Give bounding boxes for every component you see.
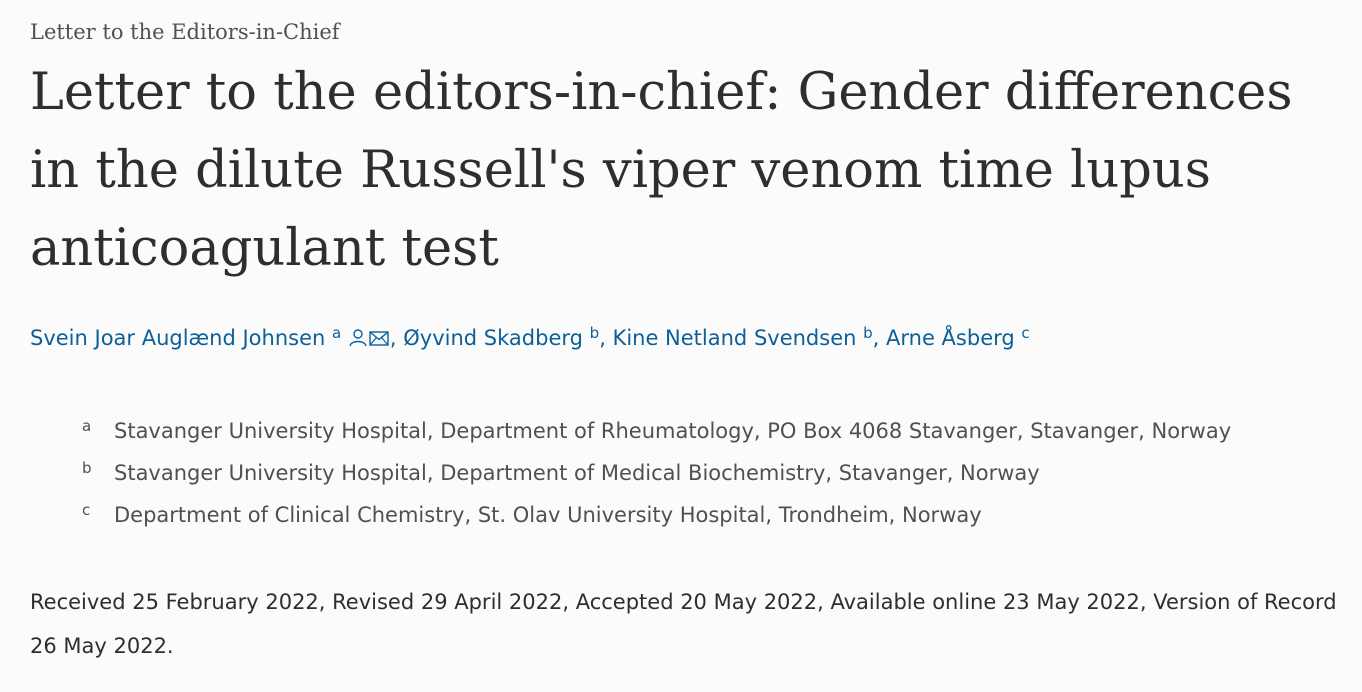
affiliation-item: c Department of Clinical Chemistry, St. Olav University Hospital, Trondheim, Norway	[82, 501, 982, 527]
author-affiliation-sup: a	[332, 324, 342, 342]
author-link-skadberg[interactable]: Øyvind Skadberg	[403, 326, 583, 350]
article-type: Letter to the Editors-in-Chief	[30, 20, 340, 44]
author-affiliation-sup: b	[589, 324, 600, 342]
affiliation-text: Stavanger University Hospital, Department of Rheumatology, PO Box 4068 Stavanger, Stavanger, Norway	[114, 419, 1232, 443]
person-icon[interactable]	[348, 328, 368, 352]
author-link-svendsen[interactable]: Kine Netland Svendsen	[612, 326, 857, 350]
author-affiliation-sup: b	[863, 324, 873, 342]
author-separator: ,	[872, 326, 887, 350]
affiliation-item: b Stavanger University Hospital, Department of Medical Biochemistry, Stavanger, Norway	[82, 459, 1040, 485]
affiliation-list	[82, 410, 1231, 536]
author-affiliation-sup: c	[1021, 324, 1030, 342]
article-title: Letter to the editors-in-chief: Gender differences in the dilute Russell's viper venom time lupus anticoagulant test	[30, 63, 1293, 278]
affiliation-item: a Stavanger University Hospital, Department of Rheumatology, PO Box 4068 Stavanger, Stavanger, Norway	[82, 417, 1232, 443]
envelope-icon[interactable]	[368, 328, 390, 352]
affiliation-text: Department of Clinical Chemistry, St. Olav University Hospital, Trondheim, Norway	[114, 503, 982, 527]
author-list	[30, 326, 1030, 352]
author-link-asberg[interactable]: Arne Åsberg	[886, 326, 1015, 350]
publication-dates: Received 25 February 2022, Revised 29 April 2022, Accepted 20 May 2022, Available online 23 May 2022, Version of Record 26 May 2022.	[30, 590, 1337, 658]
author-separator: ,	[599, 326, 613, 350]
author-link-johnsen[interactable]: Svein Joar Auglænd Johnsen	[30, 326, 326, 350]
affiliation-text: Stavanger University Hospital, Department of Medical Biochemistry, Stavanger, Norway	[114, 461, 1040, 485]
author-separator: ,	[389, 326, 404, 350]
